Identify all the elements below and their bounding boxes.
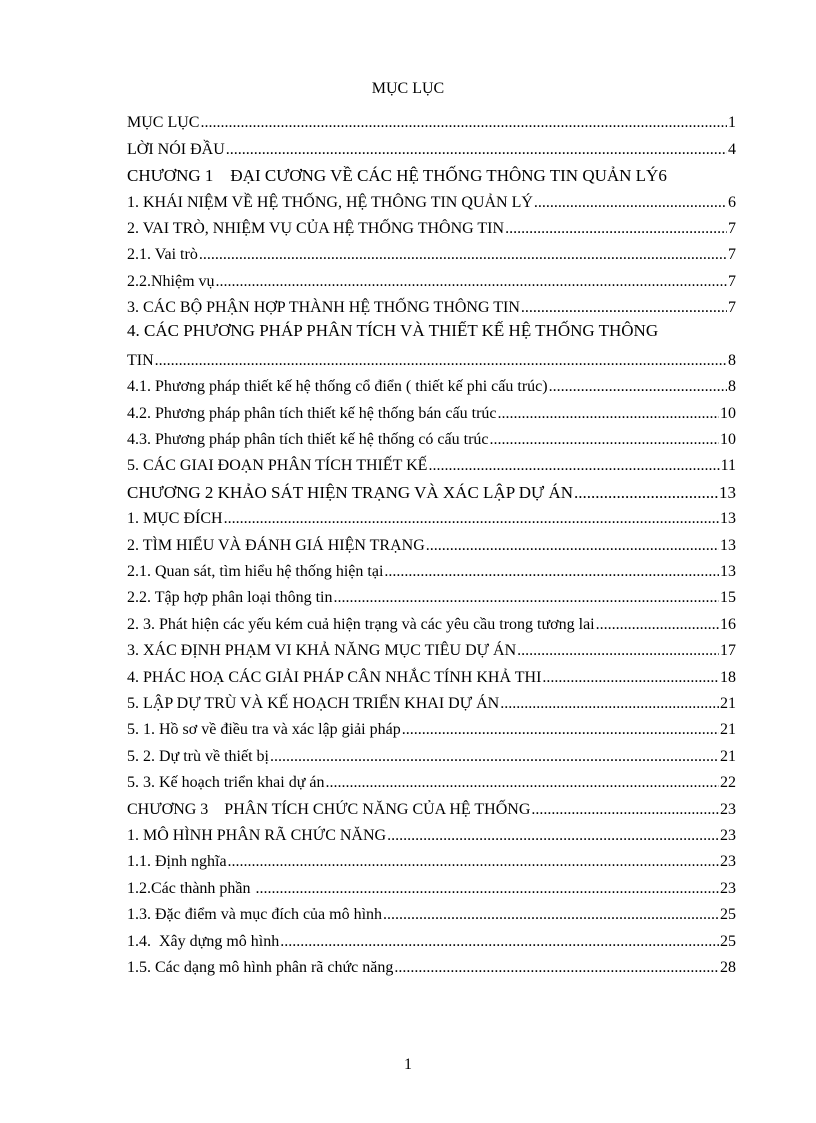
toc-entry-page: 16 [720, 615, 736, 633]
toc-leader [270, 747, 719, 767]
toc-leader [542, 668, 719, 688]
toc-leader [596, 615, 719, 635]
toc-leader [517, 641, 719, 661]
toc-entry[interactable] [127, 740, 736, 766]
toc-entry-page: 25 [720, 932, 736, 950]
toc-entry[interactable] [127, 582, 736, 608]
toc-entry[interactable] [127, 107, 736, 133]
toc-entry-text: CHƯƠNG 1 ĐẠI CƯƠNG VỀ CÁC HỆ THỐNG THÔNG TIN QUẢN LÝ [127, 166, 659, 186]
toc-leader [505, 219, 727, 239]
toc-entry[interactable] [127, 925, 736, 951]
toc-entry-text: 1.3. Đặc điểm và mục đích của mô hình [127, 906, 383, 924]
toc-entry-page: 8 [728, 378, 736, 396]
toc-entry-page: 13 [720, 536, 736, 554]
toc-leader [521, 298, 727, 318]
toc-entry-text: 3. CÁC BỘ PHẬN HỢP THÀNH HỆ THỐNG THÔNG TIN [127, 299, 520, 317]
toc-entry-text: 5. LẬP DỰ TRÙ VÀ KẾ HOẠCH TRIỂN KHAI DỰ ÁN [127, 694, 500, 712]
toc-entry-page: 13 [720, 563, 736, 581]
toc-entry-text: 5. 2. Dự trù về thiết bị [127, 747, 269, 765]
toc-entry[interactable] [127, 213, 736, 239]
toc-entry-page: 22 [720, 774, 736, 792]
toc-entry-text: 2.1. Quan sát, tìm hiểu hệ thống hiện tại [127, 563, 384, 581]
toc-entry-page: 28 [720, 958, 736, 976]
toc-leader [549, 377, 727, 397]
toc-entry-page: 21 [720, 721, 736, 739]
toc-entry-text-continued: TIN [127, 351, 154, 369]
toc-entry-text: 2. 3. Phát hiện các yếu kém cuả hiện trạng và các yêu cầu trong tương lai [127, 615, 595, 633]
table-of-contents [127, 107, 736, 978]
toc-entry-text: 2.2. Tập hợp phân loại thông tin [127, 589, 333, 607]
toc-entry[interactable] [127, 292, 736, 318]
toc-leader [387, 826, 719, 846]
toc-leader [426, 536, 719, 556]
toc-entry-page: 8 [728, 351, 736, 369]
page-number: 1 [404, 1056, 412, 1073]
toc-entry-text: 4.3. Phương pháp phân tích thiết kế hệ thống có cấu trúc [127, 431, 489, 449]
toc-entry-text: 2.2.Nhiệm vụ [127, 272, 215, 290]
toc-entry-text: CHƯƠNG 2 KHẢO SÁT HIỆN TRẠNG VÀ XÁC LẬP DỰ ÁN [127, 482, 574, 502]
toc-entry-page: 10 [720, 431, 736, 449]
toc-entry-text: 1.5. Các dạng mô hình phân rã chức năng [127, 958, 394, 976]
toc-entry-page: 23 [720, 879, 736, 897]
toc-leader [256, 879, 719, 899]
toc-entry-text: 2. VAI TRÒ, NHIỆM VỤ CỦA HỆ THỐNG THÔNG TIN [127, 219, 505, 237]
toc-entry[interactable] [127, 503, 736, 529]
toc-entry-page: 7 [728, 272, 736, 290]
toc-entry-text: 2.1. Vai trò [127, 246, 198, 264]
toc-entry-text: 3. XÁC ĐỊNH PHẠM VI KHẢ NĂNG MỤC TIÊU DỰ ÁN [127, 642, 517, 660]
toc-entry-text: MỤC LỤC [127, 114, 200, 132]
toc-entry[interactable] [127, 952, 736, 978]
toc-entry-page: 21 [720, 694, 736, 712]
toc-entry-chapter[interactable] [127, 160, 736, 186]
toc-entry-text: 4.1. Phương pháp thiết kế hệ thống cổ điển ( thiết kế phi cấu trúc) [127, 378, 548, 396]
toc-entry-text: 1. MỤC ĐÍCH [127, 510, 223, 528]
toc-entry-text: 1.1. Định nghĩa [127, 853, 227, 871]
toc-leader [490, 430, 720, 450]
toc-leader [228, 852, 719, 872]
toc-entry-page: 4 [728, 140, 736, 158]
toc-leader [280, 932, 719, 952]
toc-leader [224, 509, 719, 529]
toc-leader [216, 272, 727, 292]
toc-leader [384, 562, 719, 582]
toc-leader [333, 588, 719, 608]
toc-entry-page: 23 [720, 800, 736, 818]
toc-entry[interactable] [127, 397, 736, 423]
toc-entry-chapter[interactable] [127, 793, 736, 819]
toc-entry-text: 5. 3. Kế hoạch triển khai dự án [127, 774, 325, 792]
toc-entry[interactable] [127, 529, 736, 555]
toc-leader [402, 720, 719, 740]
toc-entry-text: LỜI NÓI ĐẦU [127, 140, 225, 158]
toc-leader [534, 193, 727, 213]
toc-entry-page: 10 [720, 404, 736, 422]
toc-leader [199, 245, 727, 265]
toc-entry[interactable] [127, 872, 736, 898]
toc-title: MỤC LỤC [371, 80, 445, 97]
toc-entry-text: 4.2. Phương pháp phân tích thiết kế hệ thống bán cấu trúc [127, 404, 497, 422]
toc-entry-page: 1 [728, 114, 736, 132]
toc-entry[interactable] [127, 450, 736, 476]
toc-entry-page: 11 [720, 457, 736, 475]
toc-entry-page: 6 [728, 193, 736, 211]
toc-leader [226, 140, 727, 160]
toc-leader [155, 351, 727, 371]
toc-entry-page: 21 [720, 747, 736, 765]
toc-entry-page: 15 [720, 589, 736, 607]
toc-entry-page: 7 [728, 246, 736, 264]
toc-entry-chapter[interactable] [127, 476, 736, 502]
toc-entry-page: 17 [720, 642, 736, 660]
toc-entry[interactable] [127, 608, 736, 634]
toc-entry[interactable] [127, 239, 736, 265]
toc-leader [500, 694, 719, 714]
toc-entry[interactable] [127, 424, 736, 450]
toc-entry[interactable] [127, 714, 736, 740]
toc-entry[interactable] [127, 133, 736, 159]
toc-entry-page: 7 [728, 219, 736, 237]
toc-entry-text: CHƯƠNG 3 PHÂN TÍCH CHỨC NĂNG CỦA HỆ THỐNG [127, 800, 531, 818]
toc-entry-text: 1. KHÁI NIỆM VỀ HỆ THỐNG, HỆ THÔNG TIN QUẢN LÝ [127, 193, 533, 211]
toc-entry-page: 18 [720, 668, 736, 686]
toc-entry-text: 5. CÁC GIAI ĐOẠN PHÂN TÍCH THIẾT KẾ [127, 457, 428, 475]
toc-entry[interactable] [127, 186, 736, 212]
toc-entry-text: 1.2.Các thành phần [127, 879, 255, 897]
toc-entry[interactable] [127, 661, 736, 687]
toc-entry-text: 5. 1. Hồ sơ về điều tra và xác lập giải pháp [127, 721, 401, 739]
toc-leader [428, 456, 719, 476]
toc-entry-text: 1. MÔ HÌNH PHÂN RÃ CHỨC NĂNG [127, 826, 387, 844]
toc-entry-text: 1.4. Xây dựng mô hình [127, 932, 280, 950]
toc-leader [498, 404, 720, 424]
toc-entry[interactable] [127, 635, 736, 661]
toc-entry-page: 6 [658, 166, 667, 186]
toc-entry[interactable] [127, 688, 736, 714]
toc-leader [531, 800, 719, 820]
toc-leader [574, 483, 718, 503]
toc-entry-page: 13 [719, 482, 736, 502]
toc-entry-text: 4. PHÁC HOẠ CÁC GIẢI PHÁP CÂN NHẮC TÍNH KHẢ THI [127, 668, 542, 686]
toc-entry-page: 13 [720, 510, 736, 528]
toc-entry-page: 23 [720, 826, 736, 844]
toc-entry-text: 2. TÌM HIỂU VÀ ĐÁNH GIÁ HIỆN TRẠNG [127, 536, 425, 554]
toc-leader [394, 958, 719, 978]
toc-entry-page: 25 [720, 906, 736, 924]
toc-entry[interactable] [127, 846, 736, 872]
toc-entry[interactable] [127, 820, 736, 846]
toc-leader [383, 905, 719, 925]
toc-entry[interactable] [127, 371, 736, 397]
toc-entry[interactable] [127, 318, 736, 371]
toc-entry[interactable] [127, 265, 736, 291]
toc-entry[interactable] [127, 899, 736, 925]
toc-entry[interactable] [127, 767, 736, 793]
toc-leader [326, 773, 720, 793]
toc-entry-page: 7 [728, 299, 736, 317]
toc-entry-text: 4. CÁC PHƯƠNG PHÁP PHÂN TÍCH VÀ THIẾT KẾ HỆ THỐNG THÔNG [127, 321, 659, 341]
toc-entry-page: 23 [720, 853, 736, 871]
toc-leader [200, 113, 727, 133]
toc-entry[interactable] [127, 556, 736, 582]
